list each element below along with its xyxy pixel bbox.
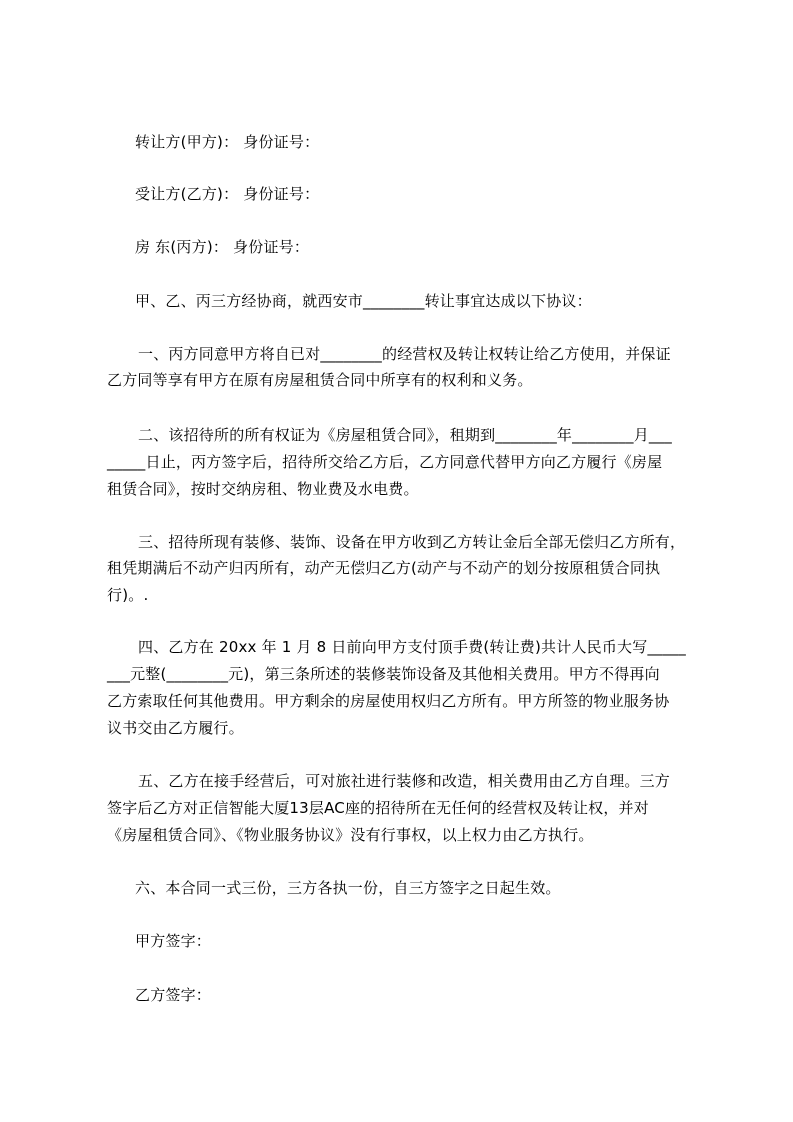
clause5-line3: 《房屋租赁合同》、《物业服务协议》没有行事权，以上权力由乙方执行。: [107, 826, 594, 844]
clause3-line2: 租凭期满后不动产归丙所有，动产无偿归乙方(动产与不动产的划分按原租赁合同执: [107, 559, 661, 577]
clause2-line1: 二、该招待所的所有权证为《房屋租赁合同》，租期到________年________月___: [138, 426, 673, 444]
signature-party-b: 乙方签字：: [135, 986, 212, 1004]
clause1-line1: 一、丙方同意甲方将自已对________的经营权及转让权转让给乙方使用，并保证: [138, 345, 671, 363]
party-a-line: 转让方(甲方)： 身份证号：: [135, 133, 320, 151]
clause5-line1: 五、乙方在接手经营后，可对旅社进行装修和改造，相关费用由乙方自理。三方: [138, 772, 671, 790]
clause4-line2: ___元整(________元)，第三条所述的装修装饰设备及其他相关费用。甲方不得再向: [107, 665, 660, 683]
clause4-line1: 四、乙方在 20xx 年 1 月 8 日前向甲方支付顶手费(转让费)共计人民币大写_____: [138, 638, 686, 656]
intro-paragraph: 甲、乙、丙三方经协商，就西安市________转让事宜达成以下协议：: [135, 292, 592, 310]
clause4-line4: 议书交由乙方履行。: [107, 719, 244, 737]
party-b-line: 受让方(乙方)： 身份证号：: [135, 185, 320, 203]
clause6-paragraph: 六、本合同一式三份，三方各执一份，自三方签字之日起生效。: [135, 879, 561, 897]
clause4-line3: 乙方索取任何其他费用。甲方剩余的房屋使用权归乙方所有。甲方所签的物业服务协: [107, 692, 670, 710]
clause3-line1: 三、招待所现有装修、装饰、设备在甲方收到乙方转让金后全部无偿归乙方所有，: [138, 533, 686, 551]
clause2-line3: 租赁合同》，按时交纳房租、物业费及水电费。: [107, 480, 419, 498]
clause2-line2: _____日止，丙方签字后，招待所交给乙方后，乙方同意代替甲方向乙方履行《房屋: [107, 453, 663, 471]
clause5-line2: 签字后乙方对正信智能大厦13层AC座的招待所在无任何的经营权及转让权，并对: [107, 799, 649, 817]
clause1-line2: 乙方同等享有甲方在原有房屋租赁合同中所享有的权利和义务。: [107, 371, 533, 389]
clause3-line3: 行)。.: [107, 586, 149, 604]
signature-party-a: 甲方签字：: [135, 932, 212, 950]
landlord-line: 房 东(丙方)： 身份证号：: [135, 238, 310, 256]
